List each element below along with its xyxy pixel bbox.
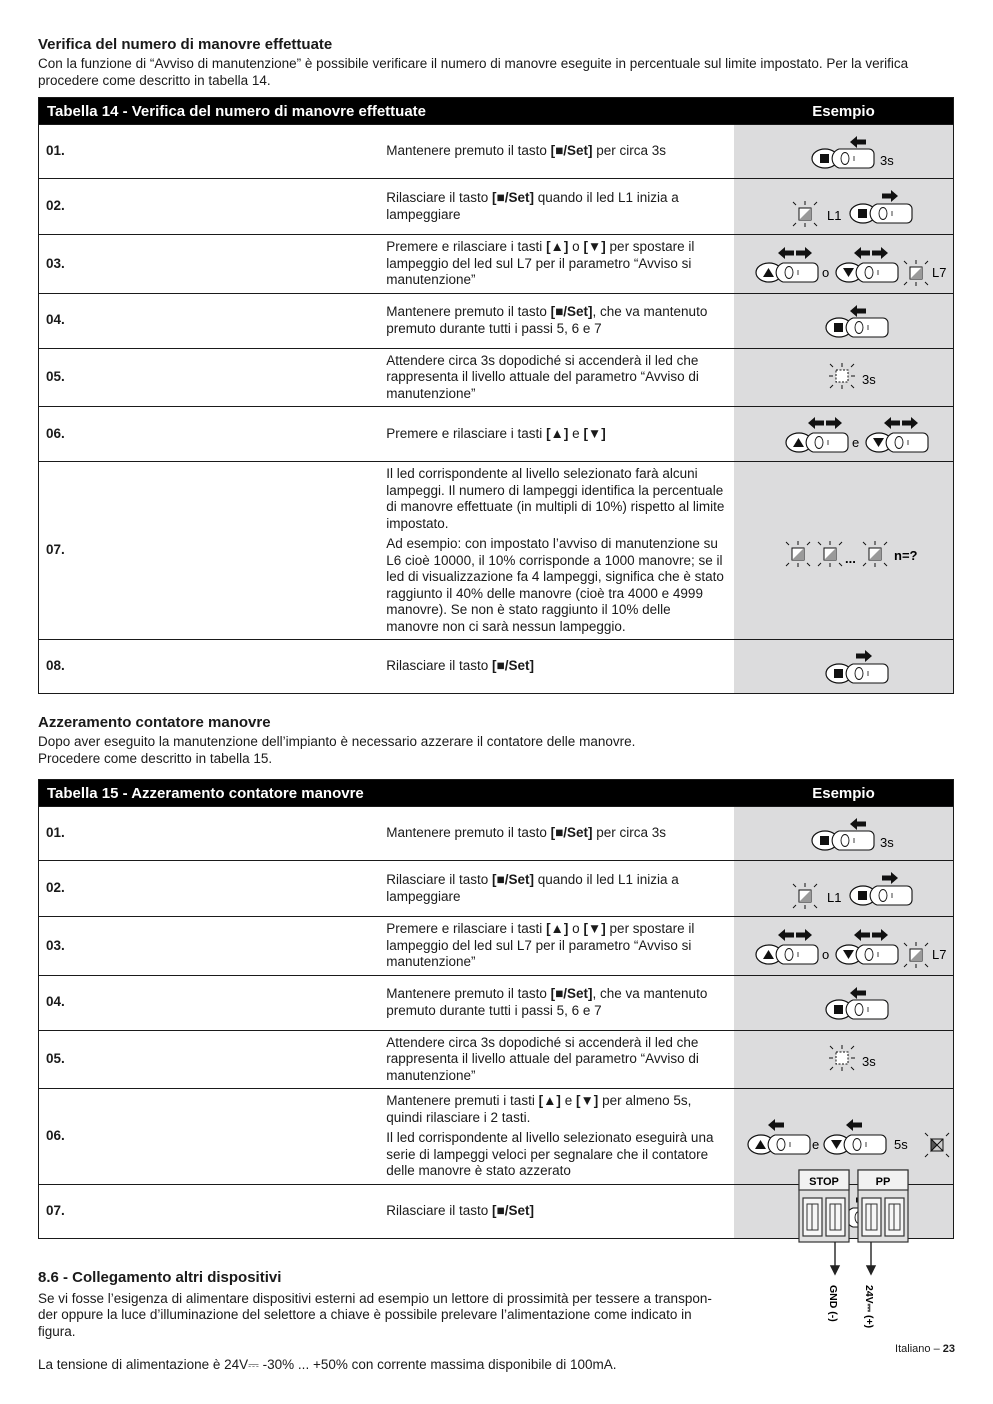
table-row: [39, 235, 954, 294]
table-row: [39, 462, 954, 640]
table-title: Tabella 15 - Azzeramento contatore manovre: [39, 780, 735, 807]
step-paragraph: [386, 190, 726, 223]
text-segment: Rilasciare il tasto: [386, 190, 493, 205]
example-cell: [734, 807, 954, 861]
example-cell: [734, 917, 954, 976]
step-description: [386, 462, 734, 640]
step-description: [386, 125, 734, 179]
step-number: 07.: [39, 1184, 387, 1238]
step-paragraph: [386, 658, 726, 675]
text-segment: per spostare il lampeggio del led sul L7 per il parametro “Avviso si manutenzione”: [386, 239, 695, 287]
terminal-stop-label: STOP: [809, 1176, 839, 1188]
text-segment: , che va mantenuto premuto durante tutti i passi 5, 6 e 7: [386, 986, 708, 1018]
example-cell: [734, 348, 954, 407]
table-row: [39, 807, 954, 861]
table-row: [39, 1030, 954, 1089]
example-illustration: [744, 978, 944, 1028]
key-label: [■/Set]: [550, 986, 593, 1001]
section-text-tensione: La tensione di alimentazione è 24V⎓ -30% ... +50% con corrente massima disponibile di 100mA.: [38, 1357, 617, 1372]
key-label: [▲]: [546, 239, 569, 254]
example-cell: [734, 975, 954, 1030]
key-label: [▼]: [583, 425, 606, 441]
step-description: [386, 1184, 734, 1238]
table-row: [39, 293, 954, 348]
text-segment: Premere e rilasciare i tasti: [386, 921, 547, 936]
text-segment: Mantenere premuti i tasti: [386, 1093, 539, 1108]
step-number: 04.: [39, 975, 387, 1030]
step-number: 02.: [39, 861, 387, 917]
step-description: [386, 1089, 734, 1185]
example-illustration: [744, 1034, 944, 1084]
example-illustration: [744, 526, 944, 576]
key-label: [■/Set]: [492, 658, 534, 674]
key-label: [■/Set]: [550, 825, 593, 841]
table-row: [39, 861, 954, 917]
step-paragraph: [386, 536, 726, 635]
svg-text:L1: L1: [826, 207, 841, 223]
step-number: 06.: [39, 1089, 387, 1185]
example-illustration: [744, 182, 944, 232]
text-segment: Attendere circa 3s dopodiché si accenderà il led che rappresenta il livello attuale del parametro “Avviso di manutenzione”: [386, 352, 699, 401]
step-number: 03.: [39, 235, 387, 294]
svg-text:L1: L1: [826, 889, 841, 905]
key-label: [■/Set]: [550, 304, 593, 319]
page-number: 23: [942, 1343, 955, 1355]
text-segment: Rilasciare il tasto: [386, 1202, 493, 1218]
v24-label: 24V⎓ (+): [863, 1285, 875, 1329]
svg-text:3s: 3s: [879, 152, 894, 168]
text-segment: Mantenere premuto il tasto: [386, 825, 551, 841]
text-segment: Premere e rilasciare i tasti: [386, 239, 547, 254]
text-segment: Premere e rilasciare i tasti: [386, 425, 547, 441]
section-text-line: Se vi fosse l’esigenza di alimentare dispositivi esterni ad esempio un lettore di prossimità per tessere a transpon-: [38, 1290, 712, 1306]
step-description: [386, 407, 734, 462]
text-segment: , che va mantenuto premuto durante tutti i passi 5, 6 e 7: [386, 304, 708, 336]
example-cell: [734, 407, 954, 462]
text-segment: Il led corrispondente al livello selezionato eseguirà una serie di lampeggi veloci per segnalare che il contatore delle manovre è stato azzerato: [386, 1130, 714, 1178]
step-number: 05.: [39, 348, 387, 407]
step-paragraph: [386, 825, 726, 842]
step-paragraph: [386, 1035, 726, 1085]
terminal-block-diagram: [790, 1160, 920, 1340]
svg-text:n=?: n=?: [893, 547, 917, 563]
step-number: 07.: [39, 462, 387, 640]
key-label: [■/Set]: [492, 1202, 534, 1218]
svg-text:...: ...: [844, 550, 856, 566]
table-row: [39, 125, 954, 179]
svg-text:3s: 3s: [861, 1054, 876, 1070]
key-label: [▲]: [546, 425, 569, 441]
table-row: [39, 640, 954, 694]
example-illustration: [744, 352, 944, 402]
step-description: [386, 235, 734, 294]
table-14: [38, 97, 954, 694]
svg-text:3s: 3s: [879, 834, 894, 850]
step-paragraph: [386, 426, 726, 443]
svg-text:o: o: [821, 264, 829, 280]
table-row: [39, 975, 954, 1030]
key-label: [▲]: [538, 1093, 561, 1108]
text-segment: o: [568, 239, 584, 254]
text-segment: Mantenere premuto il tasto: [386, 304, 551, 319]
text-segment: Ad esempio: con impostato l’avviso di manutenzione su L6 cioè 10000, il 10% corrisponde a 1000 manovre; se il led di visualizzazione fa 4 lampeggi, significa che è stato raggiunto il 40% delle manovre (cioè tra 4000 e 4999 manovre). Se non è stato raggiunto il 10% delle manovre non ci sarà nessun lampeggio.: [386, 536, 724, 634]
text-segment: per almeno 5s, quindi rilasciare i 2 tasti.: [386, 1093, 692, 1125]
example-illustration: [744, 296, 944, 346]
section-text-line: Dopo aver eseguito la manutenzione dell’impianto è necessario azzerare il contatore delle manovre.: [38, 734, 636, 749]
step-paragraph: [386, 921, 726, 971]
text-segment: Mantenere premuto il tasto: [386, 143, 551, 159]
table-row: [39, 179, 954, 235]
step-description: [386, 293, 734, 348]
step-number: 05.: [39, 1030, 387, 1089]
key-label: [■/Set]: [492, 872, 534, 887]
example-header: Esempio: [734, 780, 954, 807]
key-label: [▼]: [583, 239, 606, 254]
step-description: [386, 179, 734, 235]
text-segment: quando il led L1 inizia a lampeggiare: [386, 872, 679, 904]
example-cell: [734, 293, 954, 348]
table-header: [39, 780, 954, 807]
step-number: 02.: [39, 179, 387, 235]
step-paragraph: [386, 872, 726, 905]
step-description: [386, 348, 734, 407]
step-description: [386, 861, 734, 917]
section-heading-verifica: Verifica del numero di manovre effettuate: [38, 36, 333, 53]
step-paragraph: [386, 1130, 726, 1180]
example-illustration: [744, 127, 944, 177]
text-segment: Mantenere premuto il tasto: [386, 986, 551, 1001]
svg-text:L7: L7: [931, 946, 946, 962]
text-segment: per circa 3s: [592, 143, 667, 159]
text-segment: o: [568, 921, 584, 936]
text-segment: e: [568, 425, 584, 441]
text-segment: quando il led L1 inizia a lampeggiare: [386, 190, 679, 222]
example-illustration: [744, 239, 944, 289]
section-text-line: figura.: [38, 1323, 76, 1339]
step-paragraph: [386, 1203, 726, 1220]
example-illustration: [744, 809, 944, 859]
terminal-pp-label: PP: [875, 1176, 891, 1188]
page-footer: [895, 1343, 955, 1355]
example-cell: [734, 640, 954, 694]
text-segment: Rilasciare il tasto: [386, 658, 493, 674]
key-label: [▲]: [546, 921, 569, 936]
example-illustration: [744, 921, 944, 971]
svg-text:5s: 5s: [893, 1137, 908, 1153]
text-segment: per spostare il lampeggio del led sul L7 per il parametro “Avviso si manutenzione”: [386, 921, 695, 969]
example-cell: [734, 861, 954, 917]
text-segment: e: [560, 1093, 576, 1108]
example-illustration: [738, 1111, 950, 1161]
section-text-collegamento: [38, 1291, 758, 1341]
key-label: [■/Set]: [492, 190, 534, 205]
key-label: [■/Set]: [550, 143, 593, 159]
step-description: [386, 640, 734, 694]
text-segment: Il led corrispondente al livello selezionato farà alcuni lampeggi. Il numero di lampeggi identifica la percentuale di manovre effettuate (in multipli di 10%) rispetto al limite impostato.: [386, 466, 725, 531]
svg-text:3s: 3s: [861, 372, 876, 388]
example-cell: [734, 125, 954, 179]
section-text-azzeramento: [38, 734, 954, 767]
step-number: 06.: [39, 407, 387, 462]
step-number: 01.: [39, 125, 387, 179]
step-number: 01.: [39, 807, 387, 861]
section-text-line: Procedere come descritto in tabella 15.: [38, 750, 273, 766]
step-number: 04.: [39, 293, 387, 348]
section-heading-azzeramento: Azzeramento contatore manovre: [38, 714, 271, 731]
table-title: Tabella 14 - Verifica del numero di manovre effettuate: [39, 98, 735, 125]
svg-text:o: o: [821, 946, 829, 962]
svg-text:e: e: [851, 435, 859, 450]
table-header: [39, 98, 954, 125]
text-segment: Attendere circa 3s dopodiché si accenderà il led che rappresenta il livello attuale del parametro “Avviso di manutenzione”: [386, 1034, 699, 1083]
table-row: [39, 917, 954, 976]
example-illustration: [744, 409, 944, 459]
section-heading-collegamento: 8.6 - Collegamento altri dispositivi: [38, 1268, 282, 1286]
svg-text:e: e: [811, 1137, 819, 1153]
text-segment: Rilasciare il tasto: [386, 872, 493, 887]
step-description: [386, 1030, 734, 1089]
step-paragraph: [386, 143, 726, 160]
step-paragraph: [386, 466, 726, 532]
step-description: [386, 917, 734, 976]
step-paragraph: [386, 239, 726, 289]
gnd-label: GND (-): [827, 1285, 839, 1322]
key-label: [▼]: [583, 921, 606, 936]
example-cell: [734, 1030, 954, 1089]
example-cell: [734, 235, 954, 294]
svg-text:L7: L7: [931, 264, 946, 280]
step-number: 08.: [39, 640, 387, 694]
step-description: [386, 975, 734, 1030]
example-cell: [734, 462, 954, 640]
key-label: [▼]: [575, 1093, 599, 1108]
text-segment: per circa 3s: [592, 825, 667, 841]
example-illustration: [744, 864, 944, 914]
step-paragraph: [386, 304, 726, 337]
step-description: [386, 807, 734, 861]
section-text-line: der oppure la luce d’illuminazione del selettore a chiave è possibile prelevare l’alimentazione come indicato in: [38, 1307, 692, 1322]
example-header: Esempio: [734, 98, 954, 125]
step-paragraph: [386, 353, 726, 403]
example-cell: [734, 179, 954, 235]
table-row: [39, 348, 954, 407]
table-row: [39, 407, 954, 462]
step-number: 03.: [39, 917, 387, 976]
step-paragraph: [386, 1093, 726, 1126]
example-illustration: [744, 642, 944, 692]
section-text-verifica: Con la funzione di “Avviso di manutenzione” è possibile verificare il numero di manovre eseguite in percentuale sul limite impostato. Per la verifica procedere come descritto in tabella 14.: [38, 56, 909, 88]
step-paragraph: [386, 986, 726, 1019]
footer-language: Italiano –: [895, 1343, 943, 1355]
